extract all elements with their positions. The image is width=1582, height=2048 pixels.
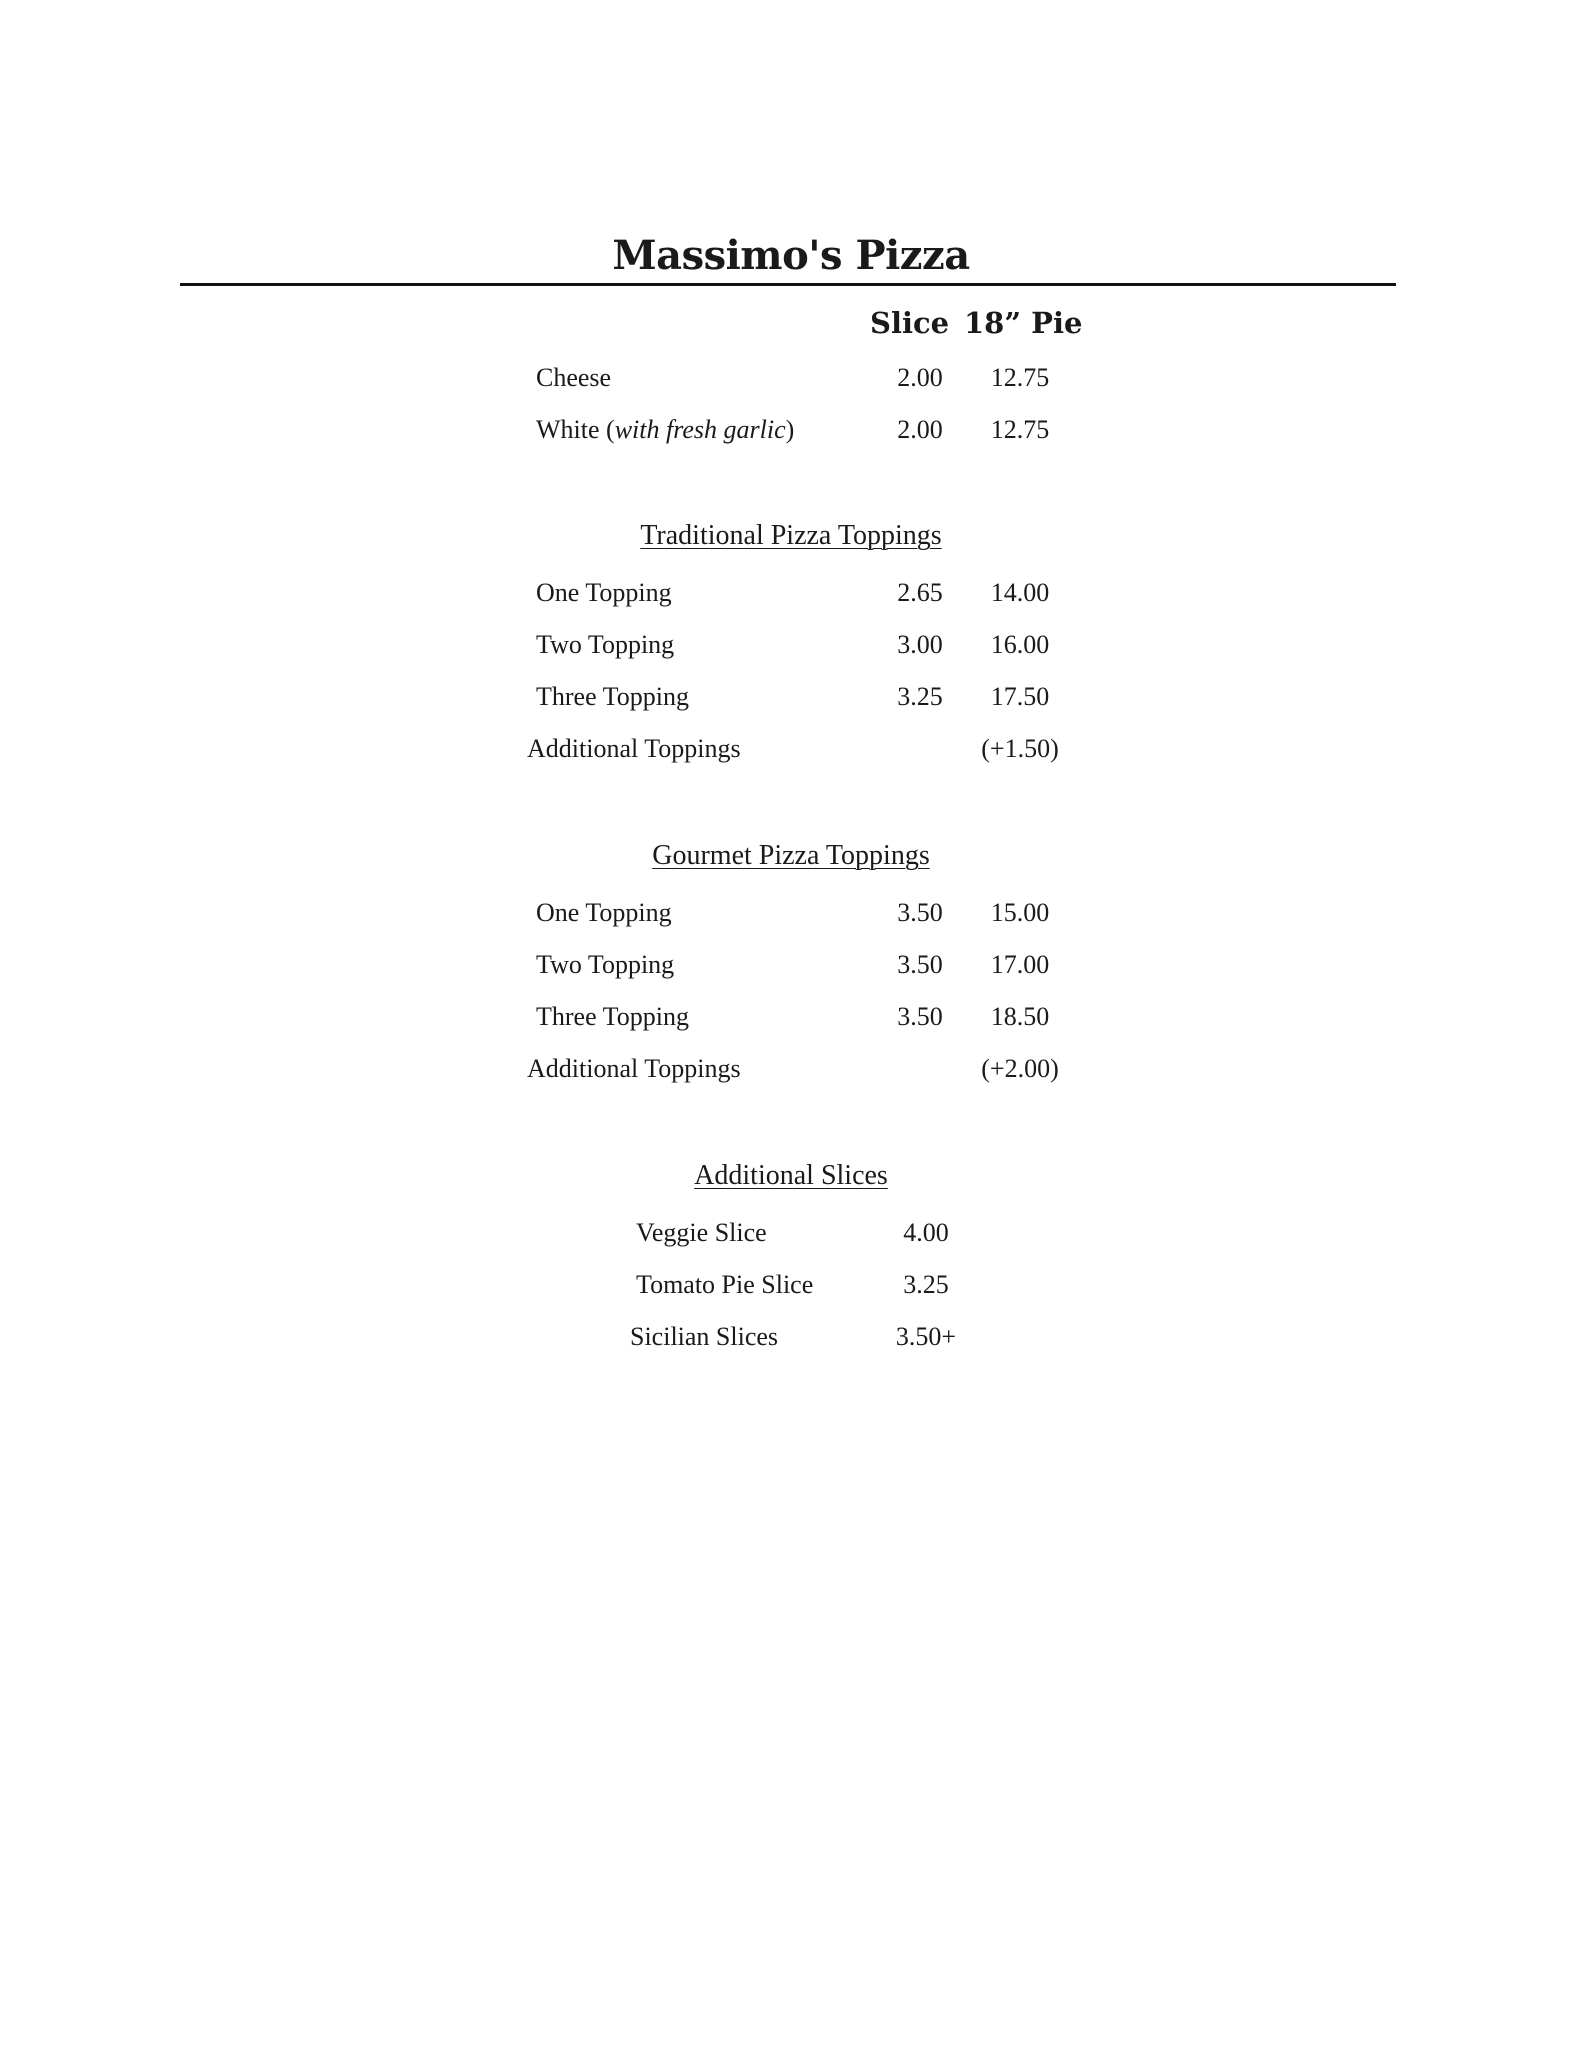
menu-item-name: White (with fresh garlic) [536,415,795,444]
slice-price: 3.50 [897,898,943,927]
menu-item-name: Cheese [536,363,612,392]
menu-item-name: One Topping [536,578,672,607]
pie-price: (+2.00) [981,1054,1059,1083]
menu-item-name: Tomato Pie Slice [636,1270,814,1299]
slice-price: 3.50 [897,950,943,979]
pie-price: 17.50 [990,682,1050,711]
slice-price: 2.65 [897,578,943,607]
menu-item-name: Three Topping [536,1002,689,1031]
pie-price: 15.00 [990,898,1050,927]
slice-price: 3.25 [903,1270,949,1299]
pie-price: 16.00 [990,630,1050,659]
pie-price: 12.75 [990,415,1050,444]
pie-price: 17.00 [990,950,1050,979]
pie-price: 14.00 [990,578,1050,607]
pie-price: (+1.50) [981,734,1059,763]
menu-item-name: Additional Toppings [527,734,741,763]
pie-price: 18.50 [990,1002,1050,1031]
menu-item-note: with fresh garlic [614,415,786,444]
slice-price: 4.00 [903,1218,949,1247]
menu-item-name: Additional Toppings [527,1054,741,1083]
slice-price: 3.00 [897,630,943,659]
section-heading-gourmet: Gourmet Pizza Toppings [652,840,930,871]
slice-price: 2.00 [897,363,943,392]
slice-price: 2.00 [897,415,943,444]
section-heading-additional-slices: Additional Slices [694,1160,888,1191]
column-header-slice: Slice [870,306,950,340]
menu-item-name: Sicilian Slices [630,1322,779,1351]
menu-item-name: Three Topping [536,682,689,711]
menu-item-name: Two Topping [536,950,675,979]
menu-item-name: Veggie Slice [636,1218,767,1247]
column-header-pie: 18” Pie [964,306,1083,340]
menu-item-name: Two Topping [536,630,675,659]
slice-price: 3.50 [897,1002,943,1031]
page-title: Massimo's Pizza [612,232,970,279]
menu-item-name: One Topping [536,898,672,927]
section-heading-traditional: Traditional Pizza Toppings [640,520,942,551]
title-divider [180,283,1396,286]
pie-price: 12.75 [990,363,1050,392]
slice-price: 3.25 [897,682,943,711]
slice-price: 3.50+ [895,1322,957,1351]
